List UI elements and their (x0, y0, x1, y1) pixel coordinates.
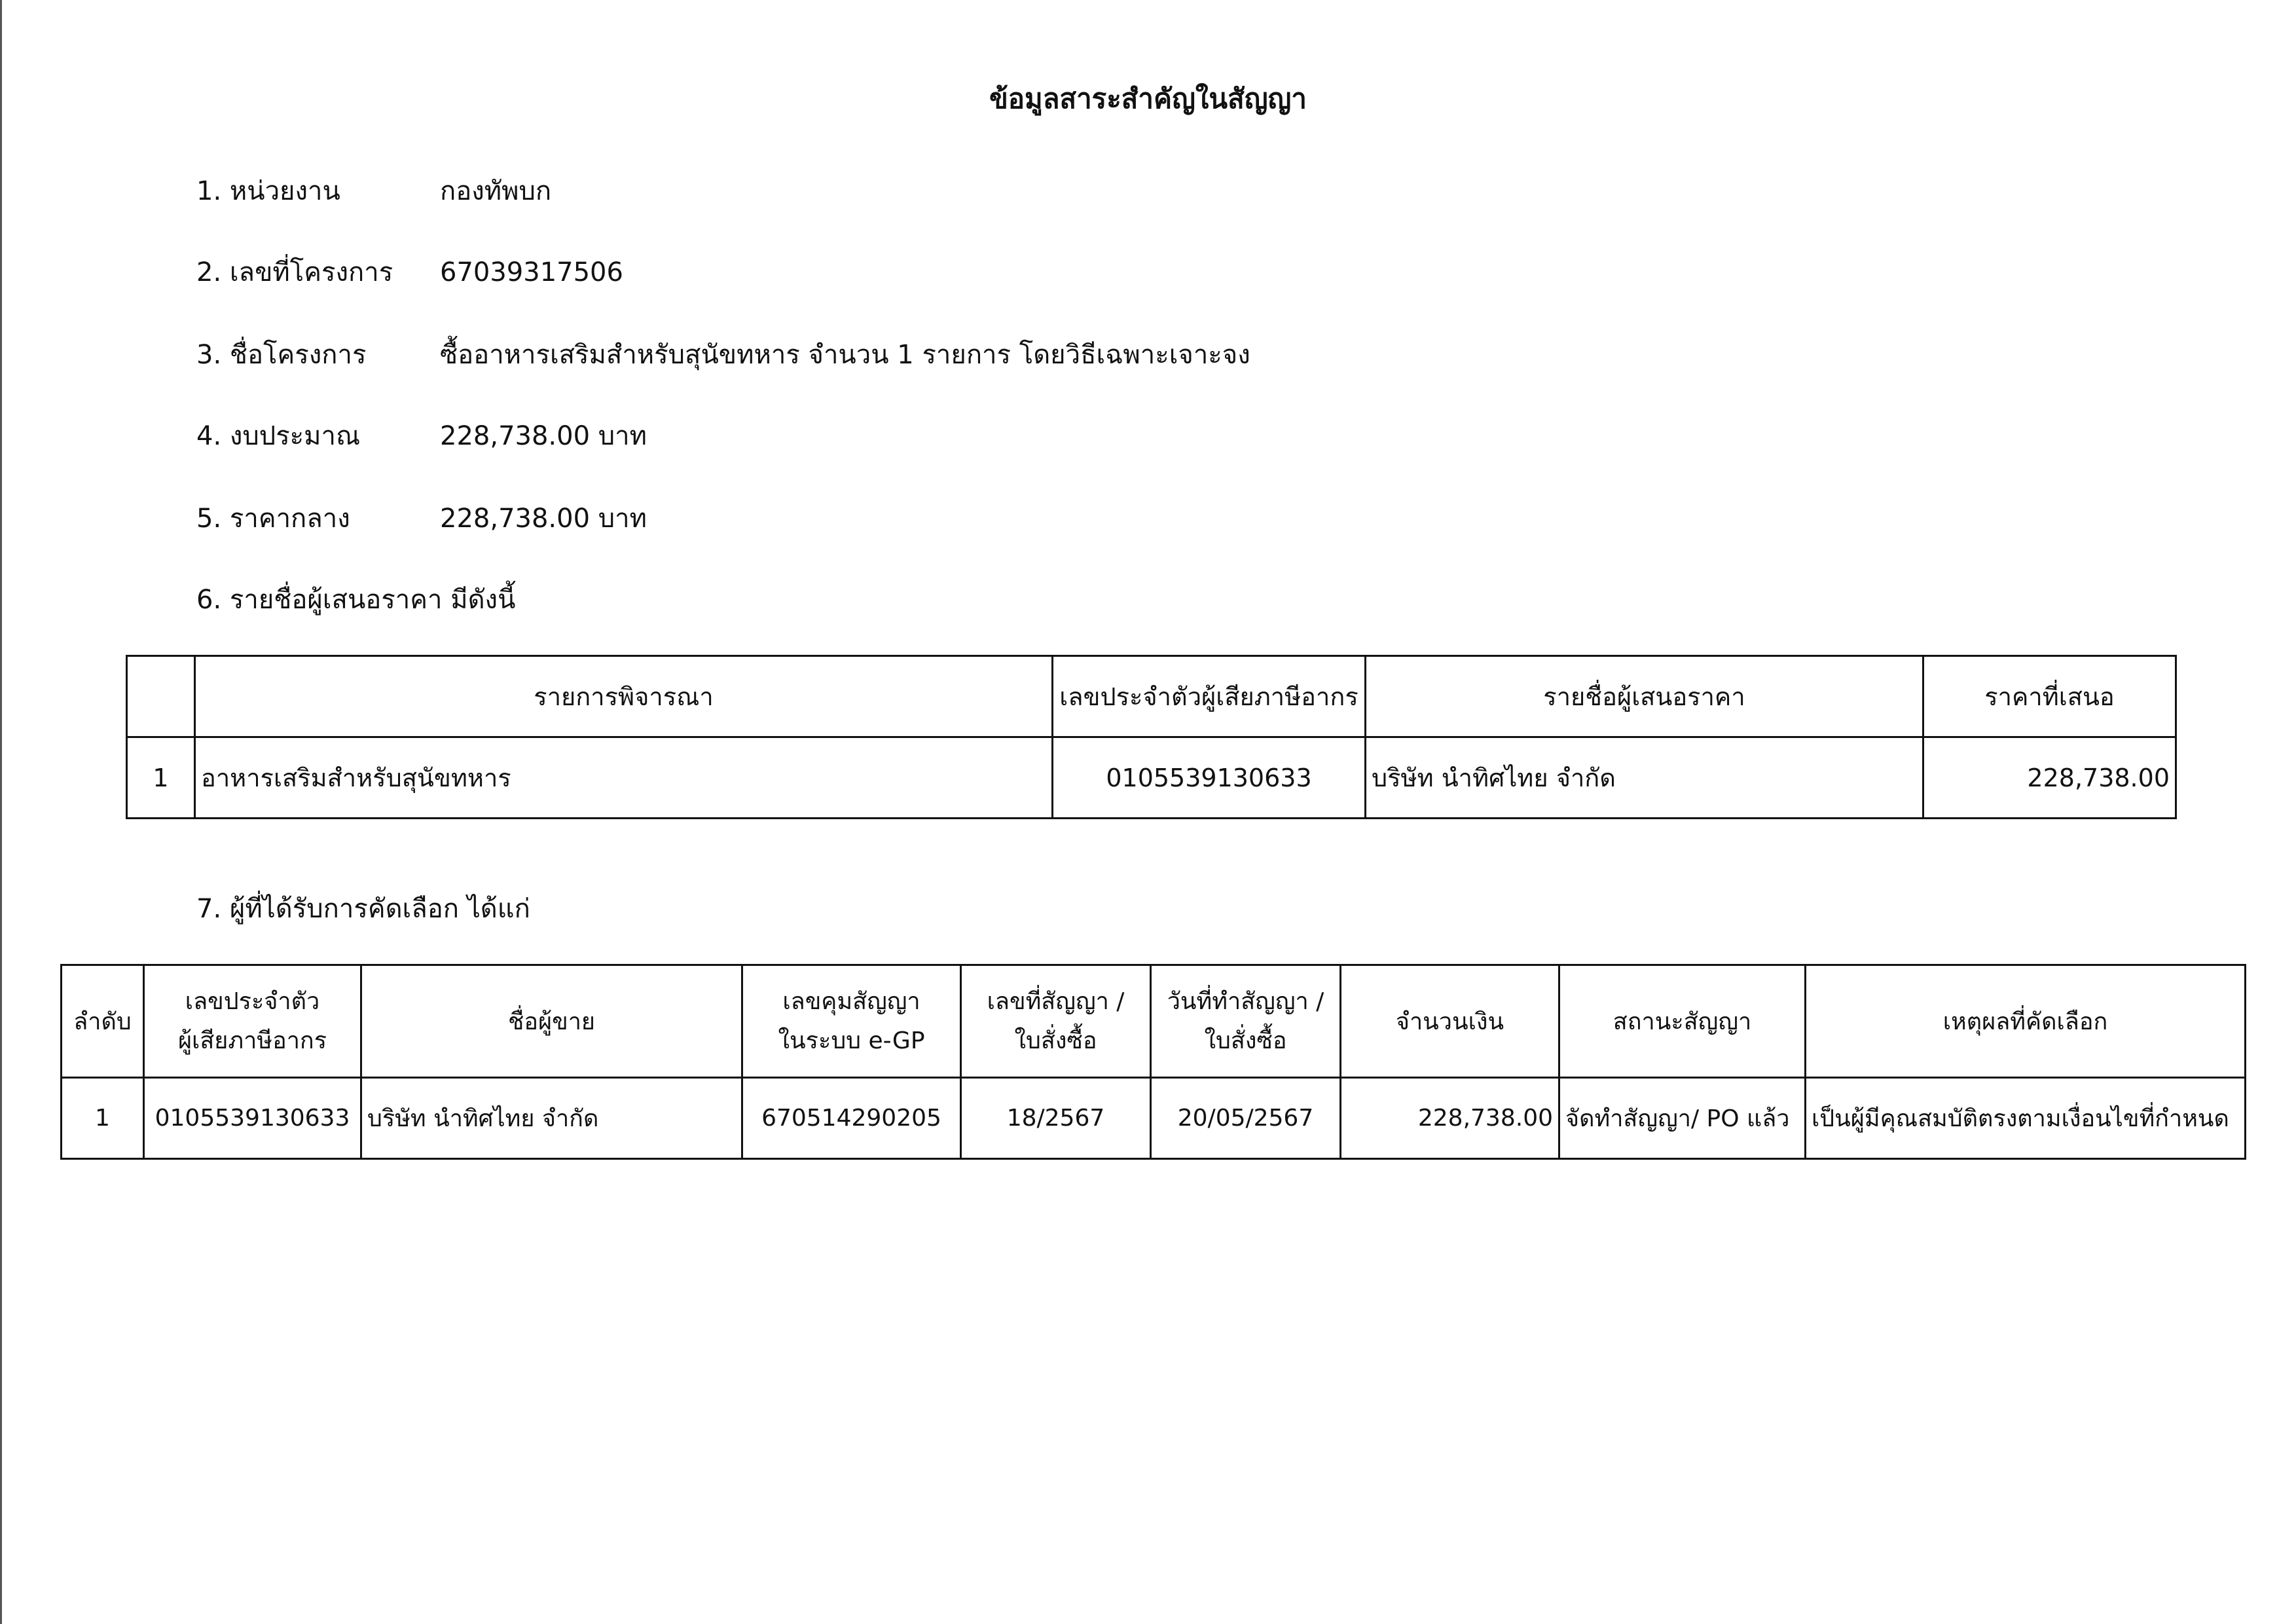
header-cell-egp-control-number (742, 965, 961, 1078)
field-median-price (196, 499, 647, 538)
field-label: 3. ชื่อโครงการ (196, 340, 367, 370)
header-cell-order (62, 965, 144, 1078)
field-agency (196, 172, 551, 211)
field-label: 5. ราคากลาง (196, 504, 350, 534)
cell-contract-date: 20/05/2567 (1151, 1078, 1341, 1159)
header-line: จำนวนเงิน (1395, 1008, 1504, 1035)
header-line: ชื่อผู้ขาย (507, 1008, 596, 1035)
field-value: ซื้ออาหารเสริมสำหรับสุนัขทหาร จำนวน 1 รายการ โดยวิธีเฉพาะเจาะจง (440, 340, 1250, 370)
cell-tax-id: 0105539130633 (1053, 737, 1366, 819)
cell-item: อาหารเสริมสำหรับสุนัขทหาร (195, 737, 1053, 819)
header-line: ผู้เสียภาษีอากร (177, 1027, 327, 1054)
cell-selection-reason: เป็นผู้มีคุณสมบัติตรงตามเงื่อนไขที่กำหนด (1806, 1078, 2246, 1159)
header-cell-tax-id: เลขประจำตัวผู้เสียภาษีอากร (1053, 656, 1366, 737)
header-line: เลขประจำตัว (185, 987, 320, 1015)
header-line: ใบสั่งซื้อ (1204, 1027, 1287, 1054)
header-line: สถานะสัญญา (1613, 1008, 1752, 1035)
field-value: กองทัพบก (440, 176, 552, 206)
header-line: ใบสั่งซื้อ (1014, 1027, 1097, 1054)
header-cell-index (127, 656, 195, 737)
header-cell-selection-reason (1806, 965, 2246, 1078)
header-cell-seller-name (361, 965, 742, 1078)
page-left-edge (0, 0, 2, 1624)
header-line: ในระบบ e-GP (778, 1027, 925, 1054)
table-row (62, 1078, 2246, 1159)
field-project-number (196, 253, 623, 292)
cell-order: 1 (62, 1078, 144, 1159)
cell-offered-price: 228,738.00 (1923, 737, 2176, 819)
field-value: 67039317506 (440, 257, 623, 287)
cell-amount: 228,738.00 (1341, 1078, 1559, 1159)
field-label: 1. หน่วยงาน (196, 176, 340, 206)
table-header-row (62, 965, 2246, 1078)
header-cell-item: รายการพิจารณา (195, 656, 1053, 737)
header-cell-contract-number (961, 965, 1151, 1078)
header-cell-bidder-name: รายชื่อผู้เสนอราคา (1366, 656, 1923, 737)
table-row (127, 737, 2176, 819)
field-budget (196, 416, 647, 456)
header-cell-offered-price: ราคาที่เสนอ (1923, 656, 2176, 737)
header-line: ลำดับ (73, 1008, 132, 1035)
cell-tax-id: 0105539130633 (144, 1078, 361, 1159)
document-title: ข้อมูลสาระสำคัญในสัญญา (989, 83, 1307, 115)
bidders-heading: 6. รายชื่อผู้เสนอราคา มีดังนี้ (196, 585, 516, 615)
header-cell-contract-status (1559, 965, 1806, 1078)
field-label: 4. งบประมาณ (196, 421, 361, 451)
header-line: เลขคุมสัญญา (782, 987, 920, 1015)
cell-seller-name: บริษัท นำทิศไทย จำกัด (361, 1078, 742, 1159)
cell-contract-status: จัดทำสัญญา/ PO แล้ว (1559, 1078, 1806, 1159)
cell-egp-control-number: 670514290205 (742, 1078, 961, 1159)
table-header-row (127, 656, 2176, 737)
field-value: 228,738.00 บาท (440, 421, 647, 451)
header-cell-amount (1341, 965, 1559, 1078)
winner-table (60, 964, 2246, 1160)
header-line: เลขที่สัญญา / (987, 987, 1125, 1015)
header-line: วันที่ทำสัญญา / (1167, 987, 1324, 1015)
bidders-table (126, 655, 2177, 819)
field-value: 228,738.00 บาท (440, 504, 647, 534)
field-label: 2. เลขที่โครงการ (196, 257, 393, 287)
header-cell-contract-date (1151, 965, 1341, 1078)
header-cell-tax-id (144, 965, 361, 1078)
cell-contract-number: 18/2567 (961, 1078, 1151, 1159)
header-line: เหตุผลที่คัดเลือก (1942, 1008, 2108, 1035)
cell-index: 1 (127, 737, 195, 819)
field-project-name (196, 335, 1250, 375)
cell-bidder-name: บริษัท นำทิศไทย จำกัด (1366, 737, 1923, 819)
winner-heading: 7. ผู้ที่ได้รับการคัดเลือก ได้แก่ (196, 894, 530, 924)
